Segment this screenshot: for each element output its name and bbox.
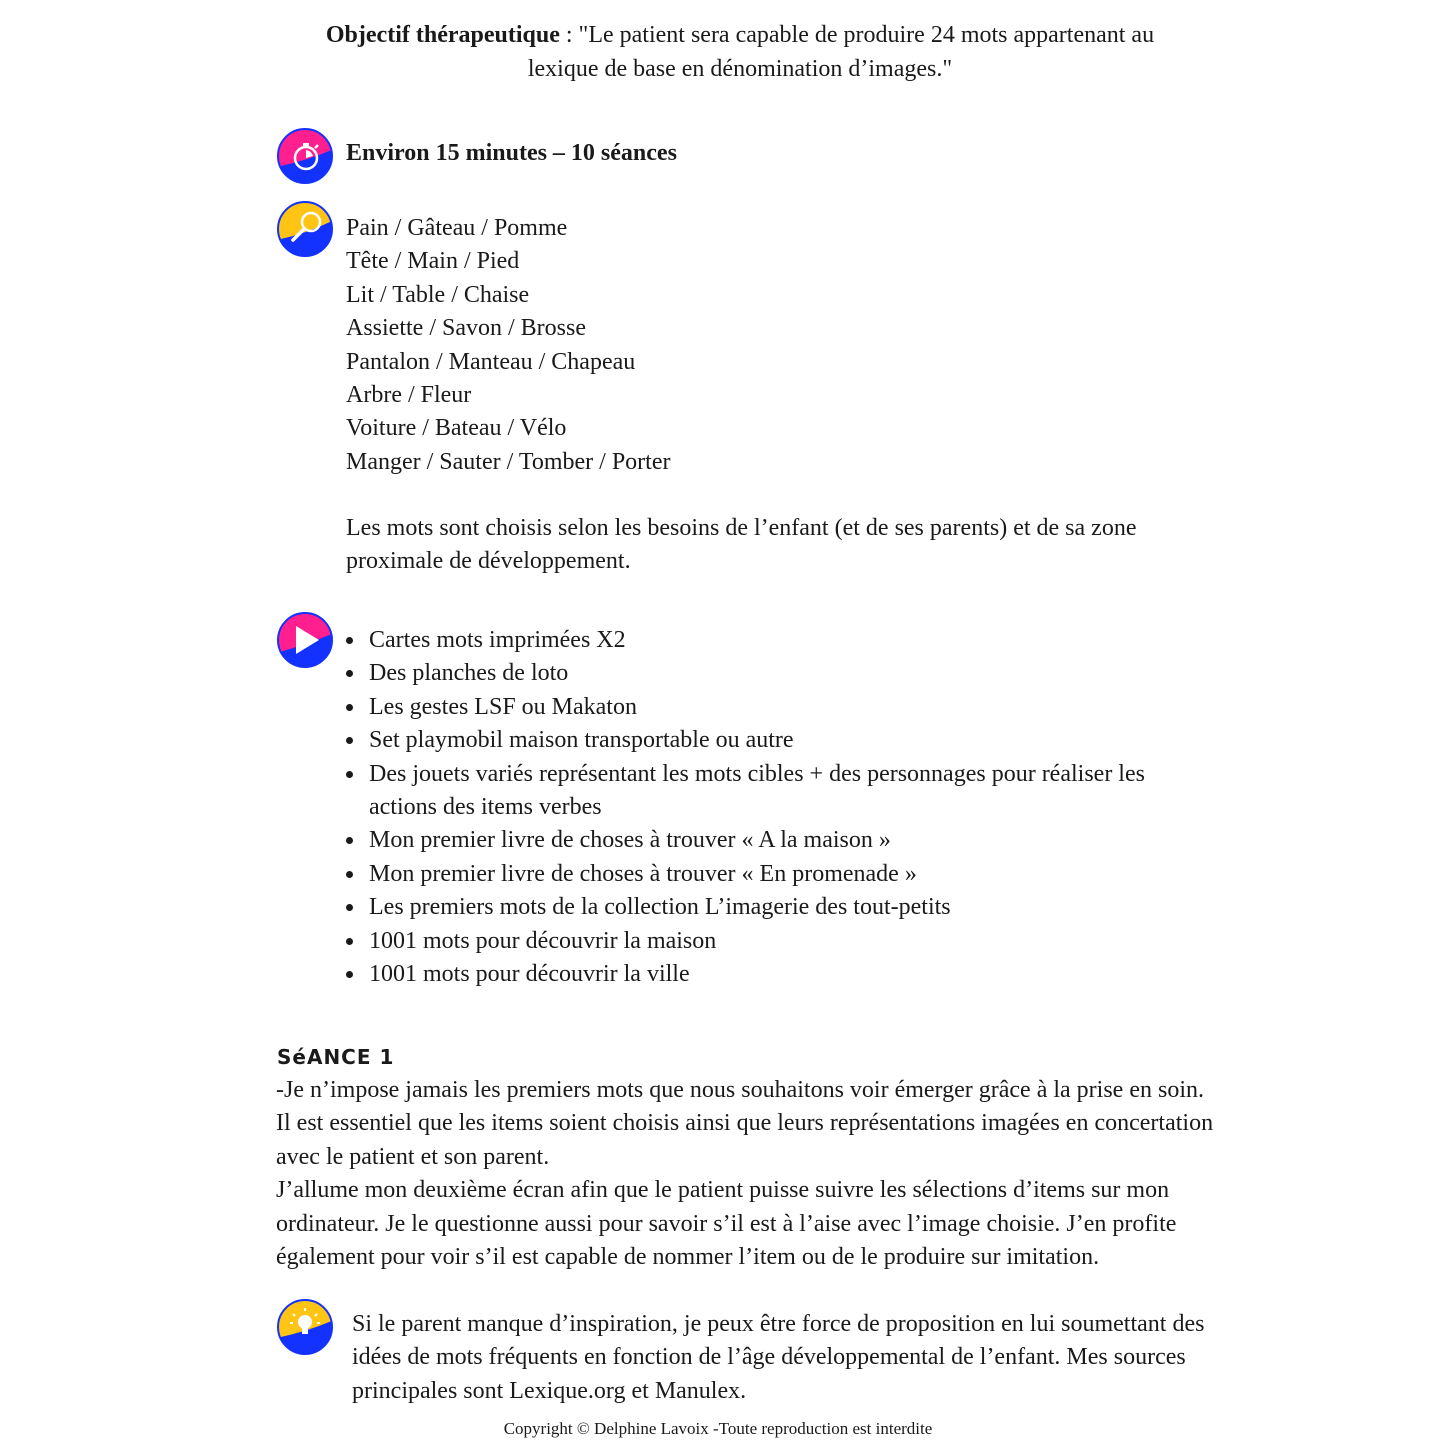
session-paragraph: -Je n’impose jamais les premiers mots que nous souhaitons voir émerger grâce à la prise en soin. Il est essentiel que les items soient choisis ainsi que leurs représentations imagées en concertation avec le patient et son parent. <box>276 1077 1214 1170</box>
list-item: Les gestes LSF ou Makaton <box>346 691 1166 724</box>
objective-label: Objectif thérapeutique <box>325 22 560 48</box>
word-line: Assiette / Savon / Brosse <box>346 315 586 342</box>
stopwatch-icon <box>276 127 334 185</box>
play-icon <box>276 611 334 669</box>
copyright-footer: Copyright © Delphine Lavoix -Toute reproduction est interdite <box>503 1419 933 1438</box>
words-note: Les mots sont choisis selon les besoins de l’enfant (et de ses parents) et de sa zone proximale de développement. <box>346 515 1137 575</box>
word-line: Voiture / Bateau / Vélo <box>346 415 567 442</box>
tip-text: Si le parent manque d’inspiration, je peux être force de proposition en lui soumettant des idées de mots fréquents en fonction de l’âge développemental de l’enfant. Mes sources principales sont Lexique.org et Manulex. <box>352 1311 1205 1404</box>
session-title: SéANCE 1 <box>277 1045 395 1069</box>
list-item: Des jouets variés représentant les mots cibles + des personnages pour réaliser les actions des items verbes <box>346 758 1166 825</box>
materials-list <box>346 624 1166 991</box>
word-line: Tête / Main / Pied <box>346 248 520 275</box>
target-words-list <box>346 212 1206 479</box>
list-item: Mon premier livre de choses à trouver « En promenade » <box>346 858 1166 891</box>
word-line: Manger / Sauter / Tomber / Porter <box>346 448 671 475</box>
magnifier-icon <box>276 200 334 258</box>
lightbulb-icon <box>276 1298 334 1356</box>
list-item: 1001 mots pour découvrir la maison <box>346 925 1166 958</box>
word-line: Pantalon / Manteau / Chapeau <box>346 348 636 375</box>
word-line: Arbre / Fleur <box>346 382 472 409</box>
objective-text: "Le patient sera capable de produire 24 mots appartenant au lexique de base en dénomination d’images." <box>527 22 1155 82</box>
duration-text: Environ 15 minutes – 10 séances <box>346 140 677 166</box>
word-line: Pain / Gâteau / Pomme <box>346 215 568 241</box>
objective-separator: : <box>559 22 579 48</box>
list-item: 1001 mots pour découvrir la ville <box>346 958 1166 991</box>
session-text <box>276 1074 1216 1274</box>
word-line: Lit / Table / Chaise <box>346 281 530 308</box>
list-item: Les premiers mots de la collection L’imagerie des tout-petits <box>346 891 1166 924</box>
list-item: Cartes mots imprimées X2 <box>346 624 1166 657</box>
list-item: Set playmobil maison transportable ou autre <box>346 724 1166 757</box>
list-item: Mon premier livre de choses à trouver « A la maison » <box>346 824 1166 857</box>
therapeutic-objective <box>300 18 1180 86</box>
list-item: Des planches de loto <box>346 657 1166 690</box>
session-paragraph: J’allume mon deuxième écran afin que le patient puisse suivre les sélections d’items sur mon ordinateur. Je le questionne aussi pour savoir s’il est à l’aise avec l’image choisie. J’en profite également pour voir s’il est capable de nommer l’item ou de le produire sur imitation. <box>276 1177 1177 1271</box>
